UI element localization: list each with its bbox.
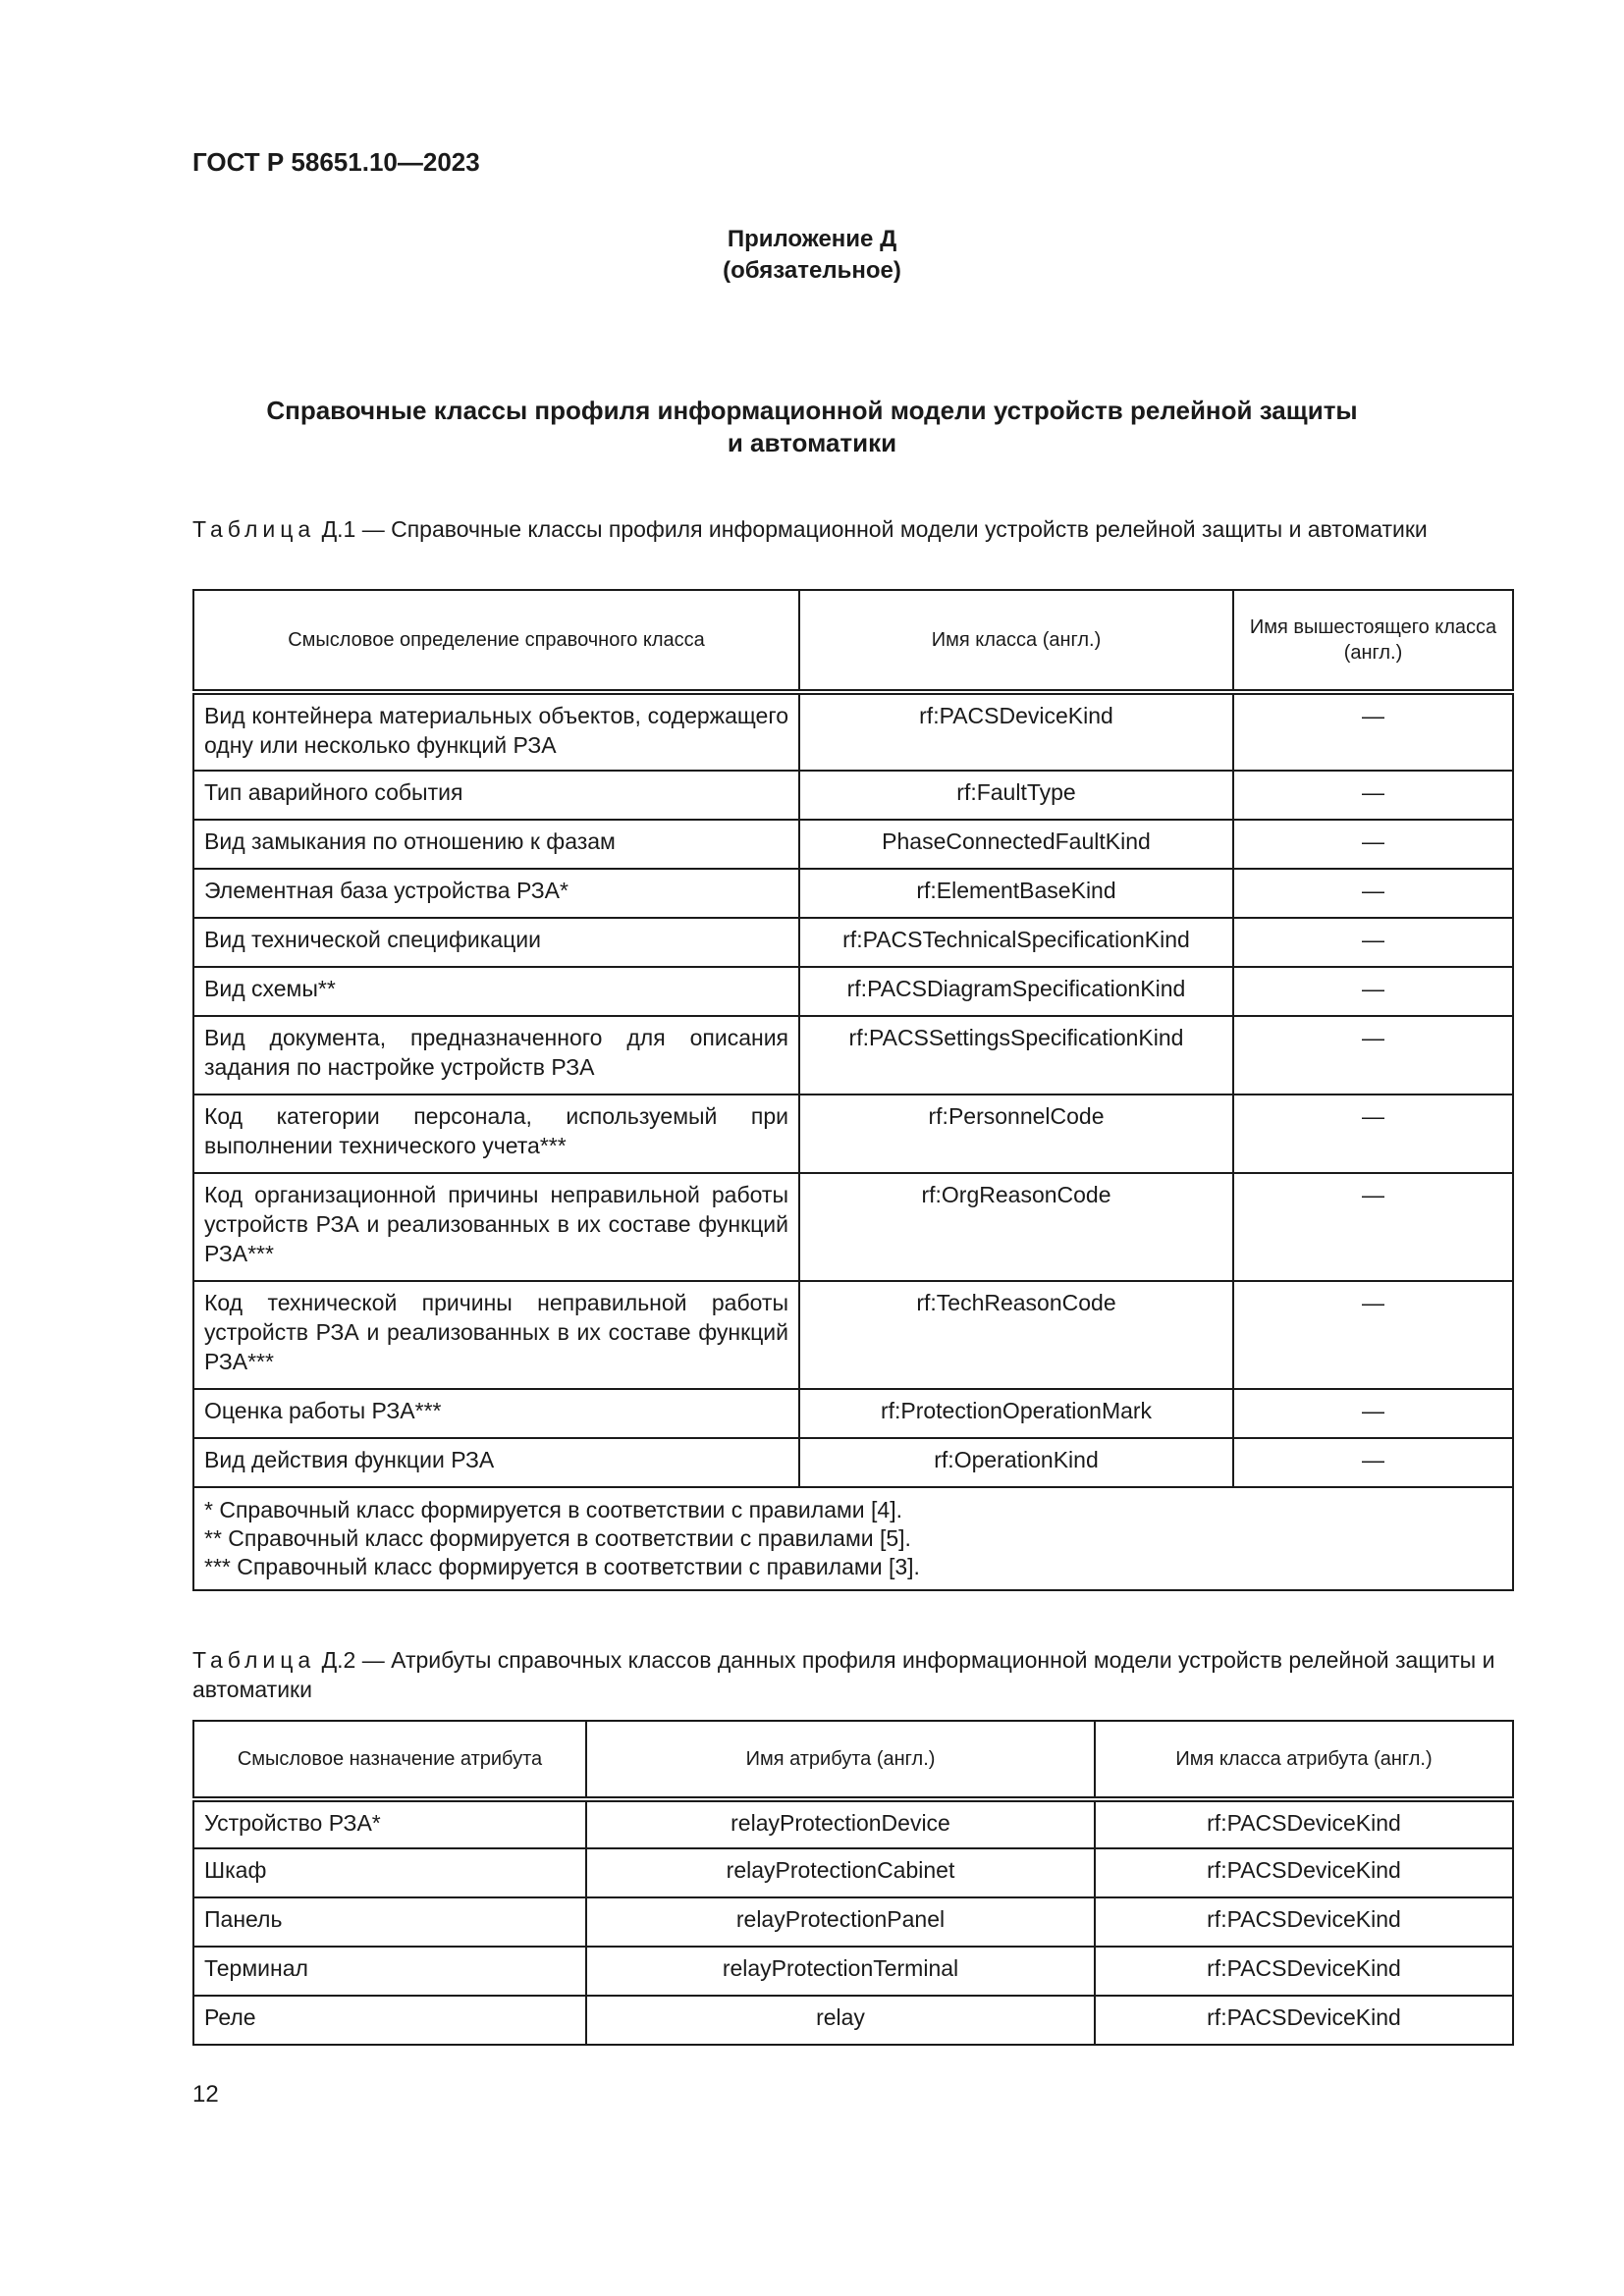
attribute-name-cell: relayProtectionCabinet <box>586 1848 1095 1897</box>
table-row <box>193 918 1513 967</box>
table-row <box>193 771 1513 820</box>
table-row <box>193 967 1513 1016</box>
table1-note: * Справочный класс формируется в соответствии с правилами [4]. <box>204 1497 903 1522</box>
table2 <box>192 1720 1514 2046</box>
attribute-class-cell: rf:PACSDeviceKind <box>1095 1848 1513 1897</box>
parent-class-cell: — <box>1233 1438 1513 1487</box>
class-definition-cell: Вид документа, предназначенного для описания задания по настройке устройств РЗА <box>193 1016 799 1095</box>
table-row <box>193 1799 1513 1848</box>
table1-note: *** Справочный класс формируется в соответствии с правилами [3]. <box>204 1554 920 1579</box>
attribute-purpose-cell: Устройство РЗА* <box>193 1799 586 1848</box>
table2-caption <box>192 1645 1512 1704</box>
class-definition-cell: Код организационной причины неправильной работы устройств РЗА и реализованных в их составе функций РЗА*** <box>193 1173 799 1281</box>
class-definition-cell: Вид технической спецификации <box>193 918 799 967</box>
class-name-cell: rf:TechReasonCode <box>799 1281 1233 1389</box>
table2-column-header: Смысловое назначение атрибута <box>193 1721 586 1799</box>
table1-caption-text: Д.1 — Справочные классы профиля информационной модели устройств релейной защиты и автоматики <box>315 516 1428 542</box>
attribute-class-cell: rf:PACSDeviceKind <box>1095 1897 1513 1947</box>
parent-class-cell: — <box>1233 967 1513 1016</box>
attribute-class-cell: rf:PACSDeviceKind <box>1095 1996 1513 2045</box>
table-row <box>193 1389 1513 1438</box>
class-name-cell: rf:PACSDiagramSpecificationKind <box>799 967 1233 1016</box>
class-definition-cell: Тип аварийного события <box>193 771 799 820</box>
class-definition-cell: Элементная база устройства РЗА* <box>193 869 799 918</box>
class-name-cell: rf:PersonnelCode <box>799 1095 1233 1173</box>
attribute-name-cell: relayProtectionTerminal <box>586 1947 1095 1996</box>
parent-class-cell: — <box>1233 1173 1513 1281</box>
table-row <box>193 869 1513 918</box>
parent-class-cell: — <box>1233 869 1513 918</box>
table1-notes-row <box>193 1487 1513 1590</box>
table-row <box>193 1897 1513 1947</box>
table2-column-header: Имя класса атрибута (англ.) <box>1095 1721 1513 1799</box>
class-name-cell: rf:OperationKind <box>799 1438 1233 1487</box>
attribute-purpose-cell: Терминал <box>193 1947 586 1996</box>
class-definition-cell: Вид контейнера материальных объектов, содержащего одну или несколько функций РЗА <box>193 692 799 771</box>
parent-class-cell: — <box>1233 918 1513 967</box>
table1-header-row <box>193 590 1513 692</box>
table1-column-header: Смысловое определение справочного класса <box>193 590 799 692</box>
appendix-header <box>0 224 1624 287</box>
class-definition-cell: Код категории персонала, используемый при выполнении технического учета*** <box>193 1095 799 1173</box>
parent-class-cell: — <box>1233 1095 1513 1173</box>
class-name-cell: rf:PACSSettingsSpecificationKind <box>799 1016 1233 1095</box>
class-name-cell: rf:PACSTechnicalSpecificationKind <box>799 918 1233 967</box>
table1 <box>192 589 1514 1591</box>
table2-caption-word: Таблица <box>192 1647 316 1673</box>
parent-class-cell: — <box>1233 820 1513 869</box>
table-row <box>193 692 1513 771</box>
class-definition-cell: Вид замыкания по отношению к фазам <box>193 820 799 869</box>
table-row <box>193 1996 1513 2045</box>
section-heading-line-2: и автоматики <box>727 428 897 457</box>
table-row <box>193 1848 1513 1897</box>
table1-caption <box>192 514 1512 544</box>
table1-column-header: Имя вышестоящего класса (англ.) <box>1233 590 1513 692</box>
class-name-cell: rf:ElementBaseKind <box>799 869 1233 918</box>
page-number: 12 <box>192 2081 219 2108</box>
attribute-purpose-cell: Шкаф <box>193 1848 586 1897</box>
section-heading-line-1: Справочные классы профиля информационной модели устройств релейной защиты <box>266 396 1358 425</box>
document-code: ГОСТ Р 58651.10—2023 <box>192 147 480 177</box>
attribute-purpose-cell: Панель <box>193 1897 586 1947</box>
class-definition-cell: Вид схемы** <box>193 967 799 1016</box>
class-definition-cell: Вид действия функции РЗА <box>193 1438 799 1487</box>
parent-class-cell: — <box>1233 771 1513 820</box>
appendix-title: Приложение Д <box>727 226 897 252</box>
table-row <box>193 820 1513 869</box>
attribute-name-cell: relayProtectionDevice <box>586 1799 1095 1848</box>
table-row <box>193 1016 1513 1095</box>
table2-caption-text: Д.2 — Атрибуты справочных классов данных профиля информационной модели устройств релейной защиты и автоматики <box>192 1647 1495 1702</box>
table1-caption-word: Таблица <box>192 516 316 542</box>
table1-note: ** Справочный класс формируется в соответствии с правилами [5]. <box>204 1525 911 1551</box>
attribute-class-cell: rf:PACSDeviceKind <box>1095 1799 1513 1848</box>
attribute-name-cell: relay <box>586 1996 1095 2045</box>
table1-column-header: Имя класса (англ.) <box>799 590 1233 692</box>
table2-column-header: Имя атрибута (англ.) <box>586 1721 1095 1799</box>
class-name-cell: rf:PACSDeviceKind <box>799 692 1233 771</box>
table-row <box>193 1947 1513 1996</box>
class-name-cell: rf:ProtectionOperationMark <box>799 1389 1233 1438</box>
section-heading <box>226 395 1398 459</box>
class-definition-cell: Код технической причины неправильной работы устройств РЗА и реализованных в их составе функций РЗА*** <box>193 1281 799 1389</box>
table2-header-row <box>193 1721 1513 1799</box>
table1-notes <box>193 1487 1513 1590</box>
class-name-cell: rf:FaultType <box>799 771 1233 820</box>
attribute-class-cell: rf:PACSDeviceKind <box>1095 1947 1513 1996</box>
table-row <box>193 1281 1513 1389</box>
appendix-status: (обязательное) <box>723 257 901 284</box>
parent-class-cell: — <box>1233 1389 1513 1438</box>
class-name-cell: PhaseConnectedFaultKind <box>799 820 1233 869</box>
table-row <box>193 1173 1513 1281</box>
table-row <box>193 1095 1513 1173</box>
class-name-cell: rf:OrgReasonCode <box>799 1173 1233 1281</box>
attribute-name-cell: relayProtectionPanel <box>586 1897 1095 1947</box>
table-row <box>193 1438 1513 1487</box>
parent-class-cell: — <box>1233 1281 1513 1389</box>
parent-class-cell: — <box>1233 1016 1513 1095</box>
class-definition-cell: Оценка работы РЗА*** <box>193 1389 799 1438</box>
attribute-purpose-cell: Реле <box>193 1996 586 2045</box>
parent-class-cell: — <box>1233 692 1513 771</box>
